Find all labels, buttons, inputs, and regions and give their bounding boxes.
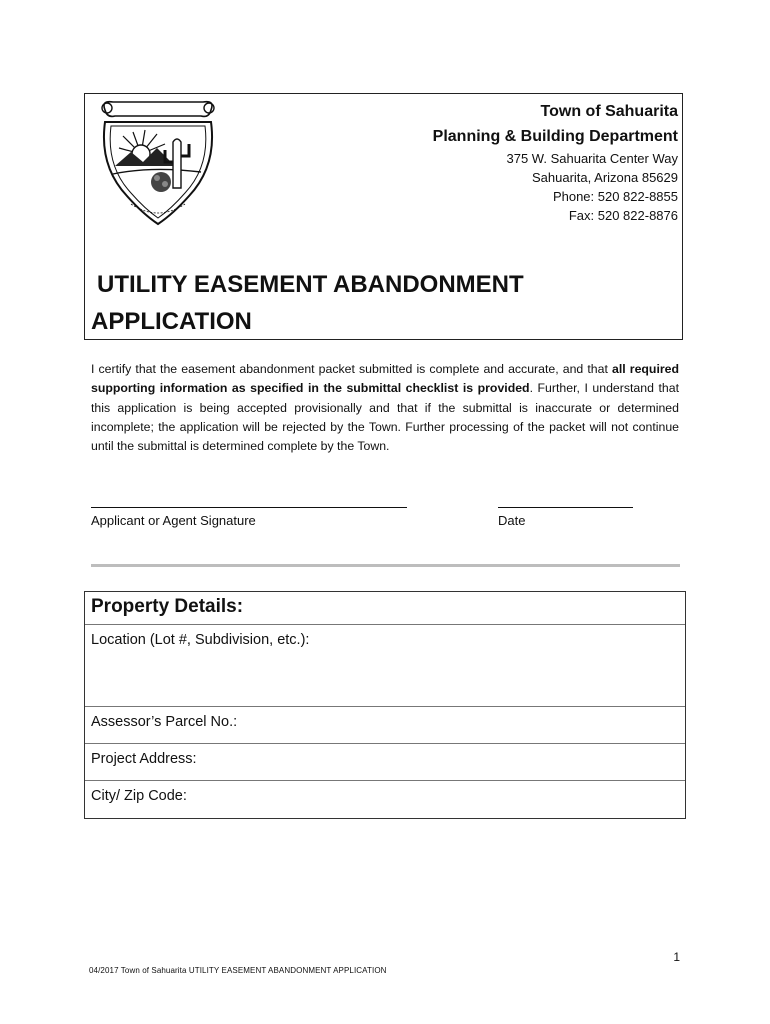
certification-text-bold: all required supporting information as specified in the submittal checklist is provided bbox=[91, 362, 679, 396]
date-line[interactable] bbox=[498, 507, 633, 508]
document-title-line2: APPLICATION bbox=[91, 308, 252, 335]
department-contact-block bbox=[433, 99, 678, 225]
parcel-number-label: Assessor’s Parcel No.: bbox=[91, 714, 238, 730]
section-divider bbox=[91, 564, 680, 567]
city-zip-field[interactable] bbox=[85, 781, 685, 818]
applicant-signature-label: Applicant or Agent Signature bbox=[91, 513, 256, 528]
document-title-line1: UTILITY EASEMENT ABANDONMENT bbox=[97, 271, 524, 298]
certification-text-start: I certify that the easement abandonment packet submitted is complete and accurate, and that bbox=[91, 362, 613, 376]
project-address-field[interactable] bbox=[85, 744, 685, 781]
date-label: Date bbox=[498, 513, 526, 528]
fax-number: Fax: 520 822-8876 bbox=[568, 208, 678, 223]
parcel-number-field[interactable] bbox=[85, 707, 685, 744]
phone-number: Phone: 520 822-8855 bbox=[552, 189, 678, 204]
town-seal-logo bbox=[91, 96, 225, 230]
property-details-header-row bbox=[85, 592, 685, 625]
page-number: 1 bbox=[673, 950, 680, 964]
location-label: Location (Lot #, Subdivision, etc.): bbox=[91, 632, 310, 648]
property-details-table bbox=[84, 591, 686, 819]
page-footer: 04/2017 Town of Sahuarita UTILITY EASEMENT ABANDONMENT APPLICATION bbox=[89, 966, 387, 975]
document-title bbox=[91, 266, 524, 340]
certification-statement bbox=[91, 360, 679, 456]
certification-text-end: . Further, I understand that this application is being accepted provisionally and that if the submittal is inaccurate or determined incomplete; the application will be rejected by the Town. Further processing of the packet will not continue until the submittal is determined complete by the Town. bbox=[91, 381, 679, 454]
address-line1: 375 W. Sahuarita Center Way bbox=[506, 151, 678, 166]
property-details-title: Property Details: bbox=[91, 596, 244, 617]
header-box bbox=[84, 93, 683, 340]
address-line2: Sahuarita, Arizona 85629 bbox=[532, 170, 678, 185]
project-address-label: Project Address: bbox=[91, 751, 197, 767]
location-field[interactable] bbox=[85, 625, 685, 707]
applicant-signature-line[interactable] bbox=[91, 507, 407, 508]
department-name: Planning & Building Department bbox=[432, 128, 678, 145]
organization-name: Town of Sahuarita bbox=[540, 103, 678, 120]
city-zip-label: City/ Zip Code: bbox=[91, 788, 187, 804]
